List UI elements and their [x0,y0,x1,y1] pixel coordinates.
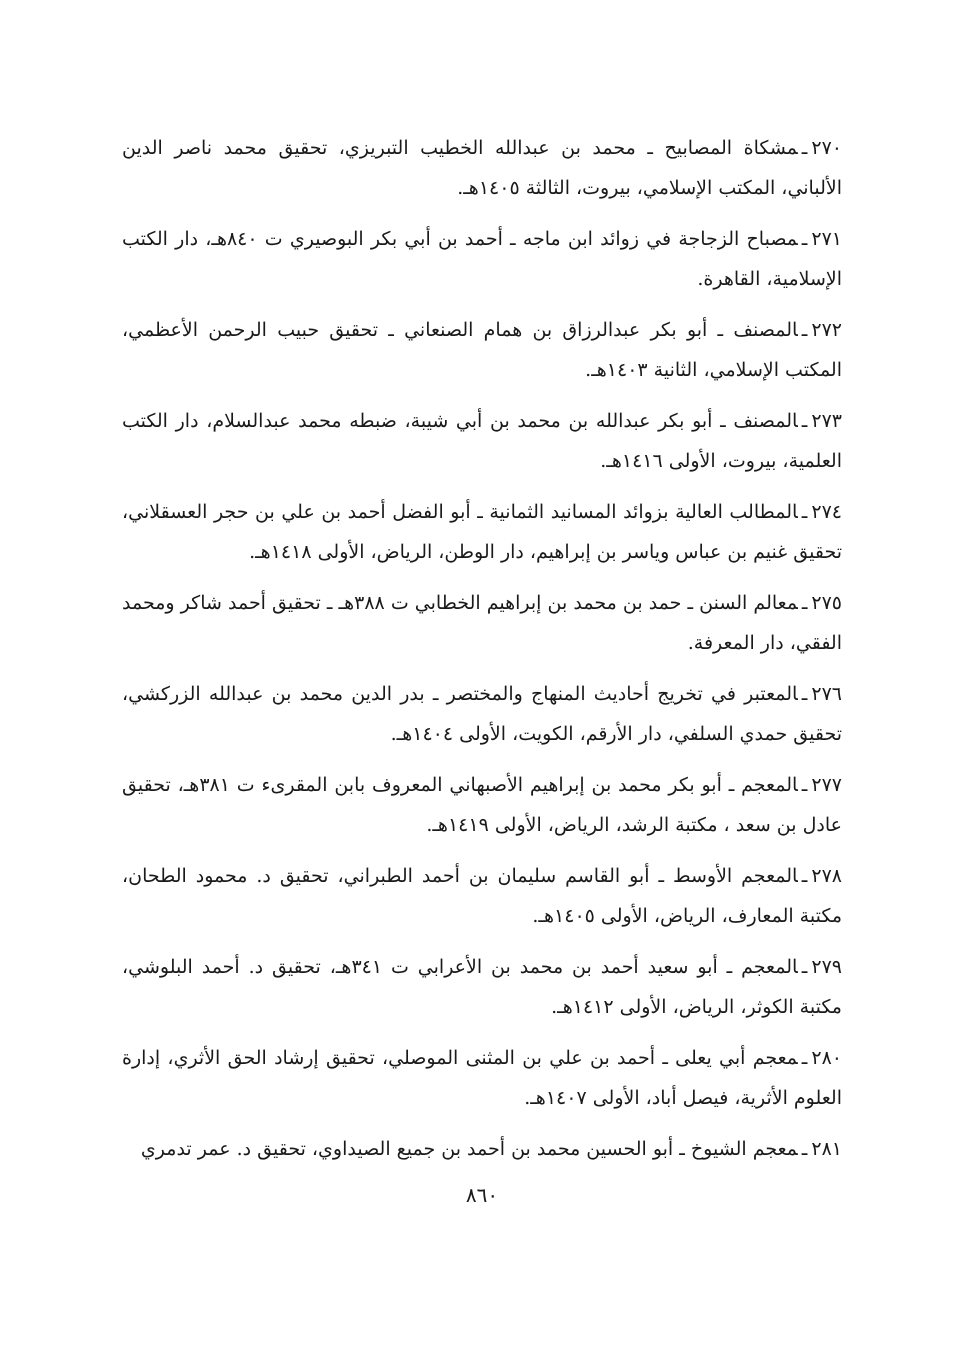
bibliography-entry-271 [122,219,842,299]
entry-text: معجم أبي يعلى ـ أحمد بن علي بن المثنى الموصلي، تحقيق إرشاد الحق الأثري، إدارة العلوم الأثرية، فيصل أباد، الأولى ١٤٠٧هـ. [122,1047,842,1109]
entry-text: المطالب العالية بزوائد المسانيد الثمانية ـ أبو الفضل أحمد بن علي بن حجر العسقلاني، تحقيق غنيم بن عباس وياسر بن إبراهيم، دار الوطن، الرياض، الأولى ١٤١٨هـ. [122,501,842,563]
bibliography-entry-277 [122,765,842,845]
entry-text: المعتبر في تخريج أحاديث المنهاج والمختصر ـ بدر الدين محمد بن عبدالله الزركشي، تحقيق حمدي السلفي، دار الأرقم، الكويت، الأولى ١٤٠٤هـ. [122,683,842,745]
page-number: ٨٦٠ [465,1183,499,1207]
entry-text: المعجم ـ أبو بكر محمد بن إبراهيم الأصبهاني المعروف بابن المقرىء ت ٣٨١هـ، تحقيق عادل بن سعد ، مكتبة الرشد، الرياض، الأولى ١٤١٩هـ. [122,774,842,836]
entry-number: ٢٧٥ [811,592,843,614]
entry-dash: ـ [801,1138,808,1160]
entry-dash: ـ [801,319,808,341]
bibliography-entry-275 [122,583,842,663]
entry-number: ٢٧٢ [811,319,842,341]
entry-text: المعجم ـ أبو سعيد أحمد بن محمد بن الأعرابي ت ٣٤١هـ، تحقيق د. أحمد البلوشي، مكتبة الكوثر، الرياض، الأولى ١٤١٢هـ. [122,956,842,1018]
bibliography-entry-272 [122,310,842,390]
bibliography-entry-270 [122,128,842,208]
entry-dash: ـ [801,956,808,978]
entry-dash: ـ [801,228,808,250]
entry-text: مشكاة المصابيح ـ محمد بن عبدالله الخطيب التبريزي، تحقيق محمد ناصر الدين الألباني، المكتب الإسلامي، بيروت، الثالثة ١٤٠٥هـ. [122,137,842,199]
entry-text: المصنف ـ أبو بكر عبدالله بن محمد بن أبي شيبة، ضبطه محمد عبدالسلام، دار الكتب العلمية، بيروت، الأولى ١٤١٦هـ. [122,410,842,472]
entry-number: ٢٨١ [811,1138,842,1160]
entry-text: المعجم الأوسط ـ أبو القاسم سليمان بن أحمد الطبراني، تحقيق د. محمود الطحان، مكتبة المعارف، الرياض، الأولى ١٤٠٥هـ. [122,865,842,927]
bibliography-entry-273 [122,401,842,481]
bibliography-entry-281 [122,1129,842,1169]
entry-number: ٢٧٠ [811,137,842,159]
entry-dash: ـ [801,137,808,159]
entry-text: مصباح الزجاجة في زوائد ابن ماجه ـ أحمد بن أبي بكر البوصيري ت ٨٤٠هـ، دار الكتب الإسلامية، القاهرة. [122,228,842,290]
entry-dash: ـ [801,683,808,705]
bibliography-entry-279 [122,947,842,1027]
entry-text: المصنف ـ أبو بكر عبدالرزاق بن همام الصنعاني ـ تحقيق حبيب الرحمن الأعظمي، المكتب الإسلامي، الثانية ١٤٠٣هـ. [122,319,842,381]
entry-number: ٢٧٤ [811,501,842,523]
entry-dash: ـ [801,592,808,614]
entry-dash: ـ [801,410,808,432]
entry-dash: ـ [801,865,808,887]
entry-dash: ـ [801,501,808,523]
entry-number: ٢٨٠ [811,1047,842,1069]
bibliography-entry-278 [122,856,842,936]
entry-dash: ـ [801,1047,808,1069]
entry-number: ٢٧٩ [811,956,842,978]
entry-number: ٢٧٣ [811,410,842,432]
entry-text: معالم السنن ـ حمد بن محمد بن إبراهيم الخطابي ت ٣٨٨هـ ـ تحقيق أحمد شاكر ومحمد الفقي، دار المعرفة. [122,592,842,654]
entry-text: معجم الشيوخ ـ أبو الحسين محمد بن أحمد بن جميع الصيداوي، تحقيق د. عمر تدمري [140,1138,798,1160]
entry-number: ٢٧٧ [811,774,842,796]
entry-number: ٢٧٦ [811,683,842,705]
bibliography-entry-280 [122,1038,842,1118]
bibliography-entry-274 [122,492,842,572]
entry-dash: ـ [801,774,808,796]
entry-number: ٢٧٨ [811,865,842,887]
bibliography-list [122,128,842,1180]
bibliography-entry-276 [122,674,842,754]
entry-number: ٢٧١ [811,228,842,250]
